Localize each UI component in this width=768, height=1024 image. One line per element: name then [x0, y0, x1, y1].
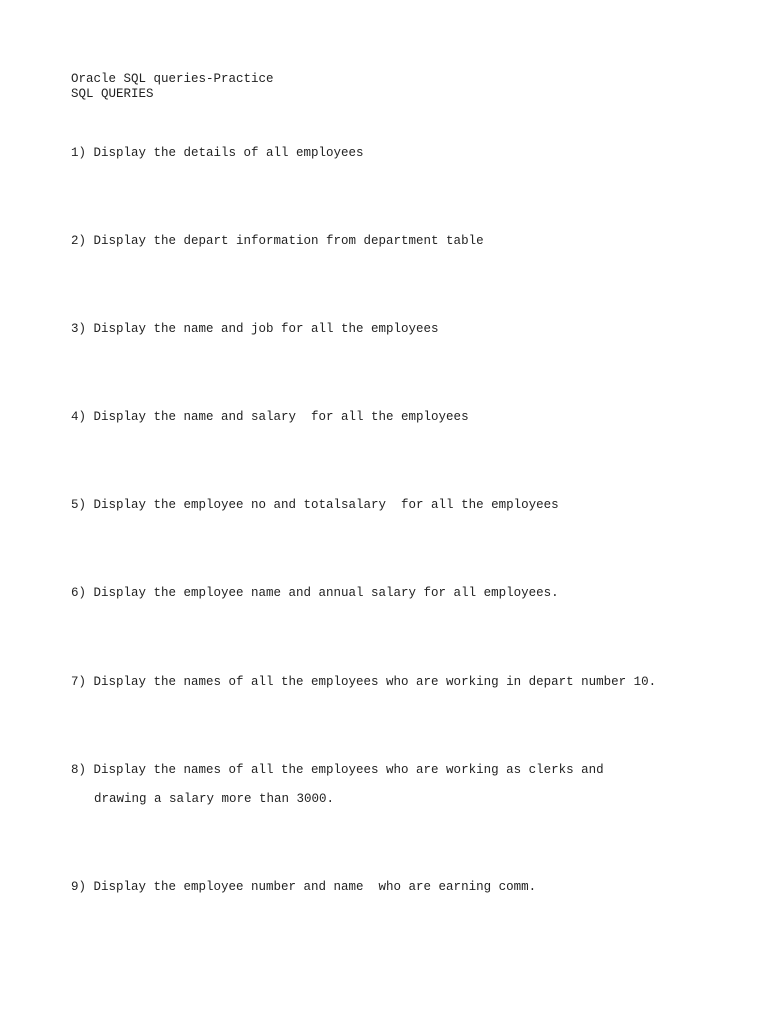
- question-6: 6) Display the employee name and annual salary for all employees.: [71, 586, 559, 600]
- document-subtitle: SQL QUERIES: [71, 87, 154, 101]
- question-3: 3) Display the name and job for all the employees: [71, 322, 439, 336]
- document-title: Oracle SQL queries-Practice: [71, 72, 274, 86]
- question-7: 7) Display the names of all the employees who are working in depart number 10.: [71, 675, 657, 689]
- question-4: 4) Display the name and salary for all the employees: [71, 410, 469, 424]
- question-5: 5) Display the employee no and totalsalary for all the employees: [71, 498, 559, 512]
- question-2: 2) Display the depart information from department table: [71, 234, 484, 248]
- question-8-continuation: drawing a salary more than 3000.: [94, 792, 335, 806]
- question-9: 9) Display the employee number and name who are earning comm.: [71, 880, 537, 894]
- question-1: 1) Display the details of all employees: [71, 146, 364, 160]
- question-8: 8) Display the names of all the employees who are working as clerks and: [71, 763, 604, 777]
